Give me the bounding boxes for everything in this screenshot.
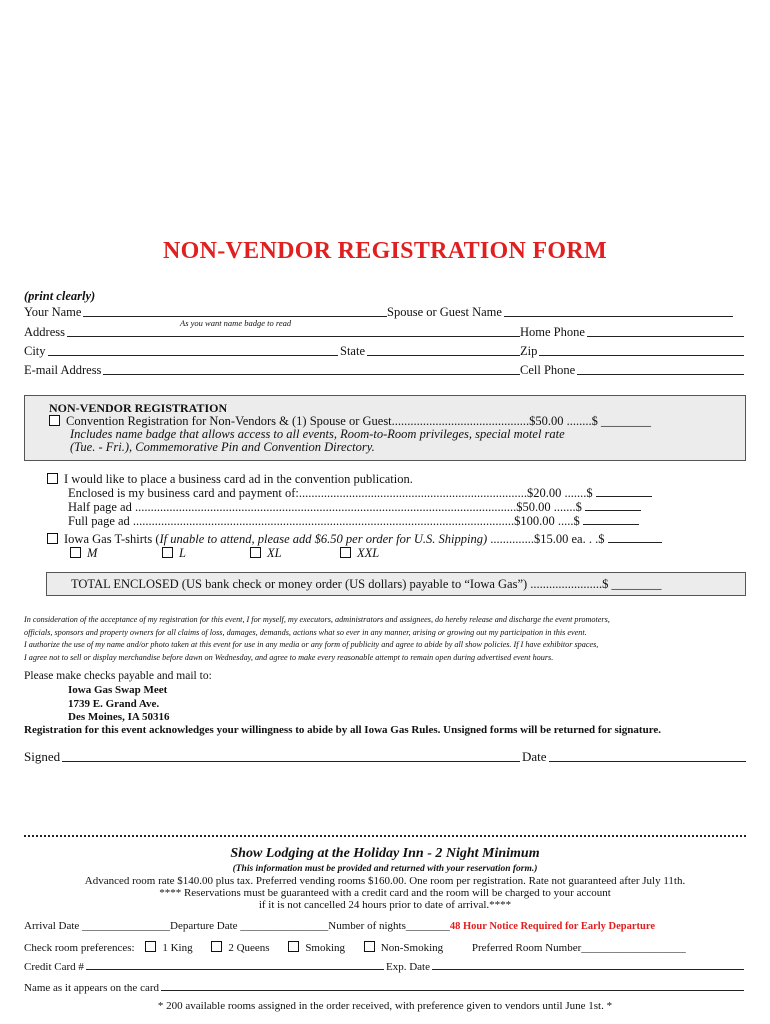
non-smoking-label: Non-Smoking xyxy=(380,942,444,954)
smoking-label: Smoking xyxy=(305,942,346,954)
room-preferences-row xyxy=(24,941,686,954)
legal-line: In consideration of the acceptance of my registration for this event, I for myself, my executors, administrators and assignees, do hereby release and discharge the event promoters, xyxy=(24,615,610,624)
rooms-footer-note: * 200 available rooms assigned in the order received, with preference given to vendors until June 1st. * xyxy=(157,1000,613,1012)
state-field[interactable] xyxy=(367,354,520,356)
mail-line: 1739 E. Grand Ave. xyxy=(68,697,160,710)
signed-label: Signed xyxy=(24,749,61,764)
cell-phone-field[interactable] xyxy=(577,373,744,375)
ad-line-half-page: Half page ad ..........................................................................................................................$50.00 .......$ xyxy=(68,500,582,514)
date-row xyxy=(522,749,748,765)
form-title: NON-VENDOR REGISTRATION FORM xyxy=(163,238,607,264)
exp-date-label: Exp. Date xyxy=(386,961,430,973)
ad-intro: I would like to place a business card ad in the convention publication. xyxy=(64,472,413,486)
name-on-card-field[interactable] xyxy=(161,989,744,991)
your-name-field[interactable] xyxy=(83,315,387,317)
size-m-label: M xyxy=(87,546,98,560)
size-m-checkbox[interactable] xyxy=(70,547,81,558)
lodging-guarantee: **** Reservations must be guaranteed with a credit card and the room will be charged to your account xyxy=(159,887,611,899)
cut-line xyxy=(24,835,746,837)
exp-date-row xyxy=(386,961,746,973)
legal-line: officials, sponsors and property owners for all claims of loss, damages, demands, actions what so ever in any manner, arising or growing out my participation in this event. xyxy=(24,627,587,637)
zip-label: Zip xyxy=(520,344,538,358)
mail-intro: Please make checks payable and mail to: xyxy=(24,670,212,682)
mail-line: Iowa Gas Swap Meet xyxy=(68,684,168,696)
tshirt-checkbox[interactable] xyxy=(47,533,58,544)
mail-address xyxy=(68,684,169,725)
spouse-field[interactable] xyxy=(504,315,733,317)
cell-phone-row xyxy=(520,363,746,378)
registration-checkbox[interactable] xyxy=(49,415,60,426)
credit-card-row xyxy=(24,961,386,973)
queens-checkbox[interactable] xyxy=(211,941,222,952)
tshirt-price: ..............$15.00 ea. . .$ xyxy=(487,532,605,546)
registration-heading: NON-VENDOR REGISTRATION xyxy=(49,401,228,415)
tshirt-shipping-note: If unable to attend, please add $6.50 per order for U.S. Shipping) xyxy=(159,532,488,546)
credit-card-label: Credit Card # xyxy=(24,961,84,973)
home-phone-field[interactable] xyxy=(587,335,744,337)
arrival-departure-fields[interactable]: Arrival Date ________________Departure Date ________________Number of nights________ xyxy=(24,920,450,932)
cell-phone-label: Cell Phone xyxy=(520,363,576,377)
registration-note-2: (Tue. - Fri.), Commemorative Pin and Convention Directory. xyxy=(70,440,375,454)
smoking-checkbox[interactable] xyxy=(288,941,299,952)
name-on-card-label: Name as it appears on the card xyxy=(24,982,159,994)
registration-box xyxy=(24,395,746,461)
registration-item: Convention Registration for Non-Vendors & (1) Spouse or Guest............................................$50.00 ........$ ________ xyxy=(66,414,652,428)
print-clearly-note: (print clearly) xyxy=(24,289,96,303)
king-label: 1 King xyxy=(162,942,193,954)
date-label: Date xyxy=(522,749,547,764)
legal-release xyxy=(24,614,754,664)
your-name-label: Your Name xyxy=(24,305,82,319)
total-box xyxy=(46,572,746,596)
tshirt-amount-field[interactable] xyxy=(608,532,662,543)
ad-amount-1-field[interactable] xyxy=(596,486,652,497)
home-phone-row xyxy=(520,325,746,340)
lodging-subtitle: (This information must be provided and returned with your reservation form.) xyxy=(232,864,538,874)
size-l-label: L xyxy=(179,546,186,560)
email-field[interactable] xyxy=(103,373,520,375)
lodging-rate: Advanced room rate $140.00 plus tax. Preferred vending rooms $160.00. One room per registration. Rate not guaranteed after July 11th. xyxy=(84,875,686,887)
ad-amount-3-field[interactable] xyxy=(583,514,639,525)
signed-row xyxy=(24,749,522,765)
tshirt-prefix: Iowa Gas T-shirts ( xyxy=(64,532,160,546)
lodging-cancellation: if it is not cancelled 24 hours prior to date of arrival.**** xyxy=(258,899,512,911)
name-on-card-row xyxy=(24,982,746,994)
zip-row xyxy=(520,344,746,359)
legal-line: I authorize the use of my name and/or photo taken at this event for use in any media or any form of publicity and agree to abide by all show policies. If I have exhibitor spaces, xyxy=(24,640,599,649)
size-l-checkbox[interactable] xyxy=(162,547,173,558)
state-row xyxy=(340,344,522,359)
room-preferences-label: Check room preferences: xyxy=(24,942,135,954)
date-field[interactable] xyxy=(549,760,746,762)
queens-label: 2 Queens xyxy=(228,942,270,954)
address-field[interactable] xyxy=(67,335,520,337)
preferred-room-field[interactable]: Preferred Room Number___________________ xyxy=(471,942,686,954)
rules-notice: Registration for this event acknowledges your willingness to abide by all Iowa Gas Rules. Unsigned forms will be returned for signature. xyxy=(24,724,662,736)
legal-line: I agree not to sell or display merchandise before dawn on Wednesday, and agree to make every reasonable attempt to remain open during advertised event hours. xyxy=(24,652,554,662)
non-smoking-checkbox[interactable] xyxy=(364,941,375,952)
email-label: E-mail Address xyxy=(24,363,102,377)
size-xl-label: XL xyxy=(267,546,282,560)
state-label: State xyxy=(340,344,365,358)
city-row xyxy=(24,344,340,359)
city-label: City xyxy=(24,344,46,358)
total-enclosed: TOTAL ENCLOSED (US bank check or money order (US dollars) payable to “Iowa Gas”) .......................$ ________ xyxy=(71,577,662,591)
king-checkbox[interactable] xyxy=(145,941,156,952)
spouse-label: Spouse or Guest Name xyxy=(387,305,502,319)
email-row xyxy=(24,363,522,378)
registration-note-1: Includes name badge that allows access to all events, Room-to-Room privileges, special motel rate xyxy=(70,427,565,441)
badge-hint: As you want name badge to read xyxy=(180,318,292,328)
early-departure-notice: 48 Hour Notice Required for Early Departure xyxy=(449,921,655,932)
size-xxl-checkbox[interactable] xyxy=(340,547,351,558)
ad-line-full-page: Full page ad ..........................................................................................................................$100.00 .....$ xyxy=(68,514,580,528)
arrival-row[interactable] xyxy=(24,920,655,932)
size-xl-checkbox[interactable] xyxy=(250,547,261,558)
lodging-title: Show Lodging at the Holiday Inn - 2 Night Minimum xyxy=(230,846,540,861)
home-phone-label: Home Phone xyxy=(520,325,585,339)
address-row xyxy=(24,325,522,340)
mail-line: Des Moines, IA 50316 xyxy=(68,711,170,723)
ad-amount-2-field[interactable] xyxy=(585,500,641,511)
credit-card-field[interactable] xyxy=(86,968,384,970)
zip-field[interactable] xyxy=(539,354,744,356)
signature-field[interactable] xyxy=(62,760,520,762)
spouse-row xyxy=(387,305,735,320)
ad-line-business-card: Enclosed is my business card and payment of:.........................................................................$20.00 .......$ xyxy=(68,486,593,500)
address-label: Address xyxy=(24,325,65,339)
size-xxl-label: XXL xyxy=(357,546,380,560)
business-card-ad-checkbox[interactable] xyxy=(47,473,58,484)
exp-date-field[interactable] xyxy=(432,968,744,970)
city-field[interactable] xyxy=(48,354,338,356)
